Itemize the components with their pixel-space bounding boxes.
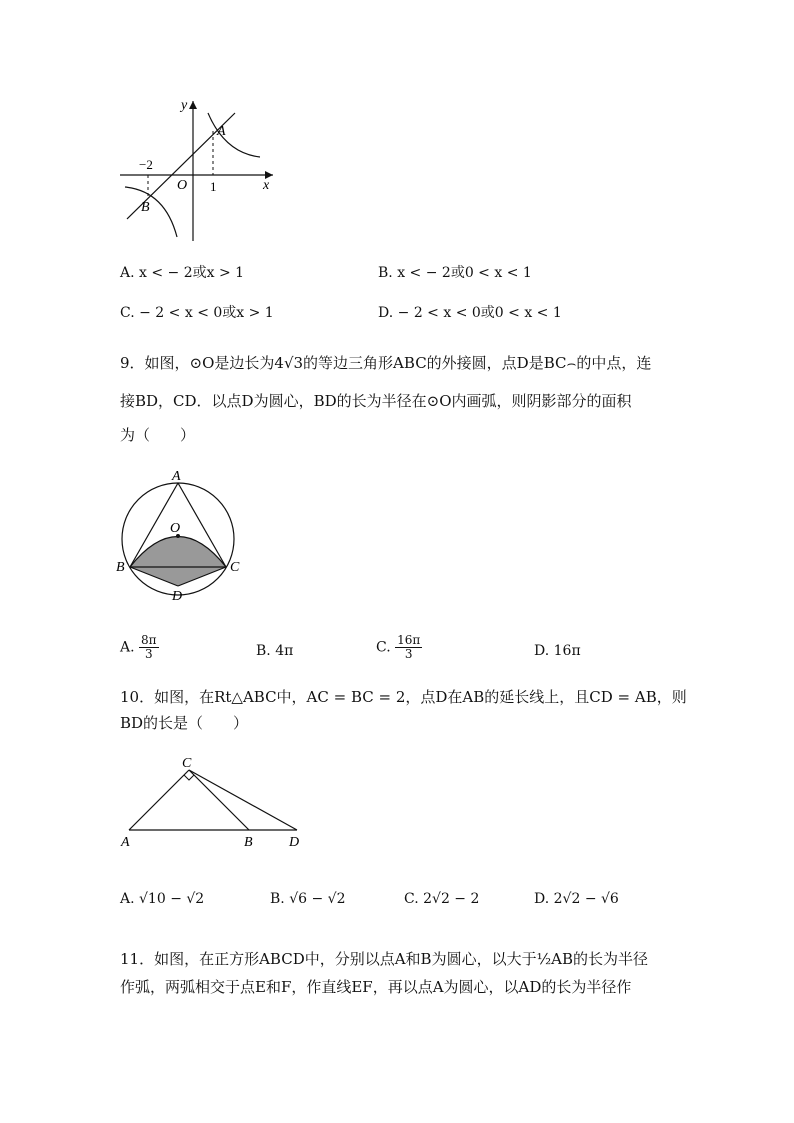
circle-label-c: C [230, 560, 240, 575]
q9-line-3: 为（ ） [120, 426, 196, 444]
circle-label-o: O [170, 521, 181, 536]
q9-option-d[interactable]: D. 16π [534, 643, 581, 659]
q11-line-1: 11．如图，在正方形ABCD中，分别以点A和B为圆心，以大于½AB的长为半径 [120, 950, 648, 968]
triangle-label-a: A [121, 835, 130, 850]
q8-option-b[interactable]: B. x < − 2或0 < x < 1 [378, 265, 532, 281]
q9-option-a[interactable]: A. $\frac{8\pi}{3}$ [120, 633, 157, 661]
q11-line-2: 作弧，两弧相交于点E和F，作直线EF，再以点A为圆心，以AD的长为半径作 [120, 978, 632, 996]
q10-option-b[interactable]: B. √6 − √2 [270, 891, 346, 907]
circle-figure [112, 466, 252, 606]
graph-point-a: A [217, 124, 226, 139]
circle-label-d: D [172, 589, 183, 604]
triangle-label-d: D [289, 835, 300, 850]
graph-point-b: B [141, 200, 150, 215]
triangle-label-c: C [182, 756, 192, 771]
circle-label-b: B [116, 560, 125, 575]
circle-label-a: A [172, 469, 181, 484]
graph-tick-1: 1 [210, 179, 217, 194]
triangle-figure [115, 752, 315, 852]
q8-option-c[interactable]: C. − 2 < x < 0或x > 1 [120, 305, 274, 321]
q10-option-d[interactable]: D. 2√2 − √6 [534, 891, 619, 907]
q8-option-a[interactable]: A. x < − 2或x > 1 [120, 265, 245, 281]
q10-option-c[interactable]: C. 2√2 − 2 [404, 891, 480, 907]
q9-option-b[interactable]: B. 4π [256, 643, 294, 659]
graph-figure [115, 95, 280, 245]
q9-line-2: 接BD，CD．以点D为圆心，BD的长为半径在⊙O内画弧，则阴影部分的面积 [120, 392, 632, 410]
triangle-label-b: B [244, 835, 253, 850]
q10-option-a[interactable]: A. √10 − √2 [120, 891, 205, 907]
graph-y-label: y [181, 98, 188, 113]
graph-origin-label: O [177, 178, 188, 193]
q10-line-1: 10．如图，在Rt△ABC中，AC = BC = 2，点D在AB的延长线上，且CD = AB，则 [120, 688, 687, 706]
q9-option-c[interactable]: C. $\frac{16\pi}{3}$ [376, 633, 421, 661]
graph-x-label: x [263, 178, 270, 193]
q9-line-1: 9．如图，⊙O是边长为4√3的等边三角形ABC的外接圆，点D是BC⌢的中点，连 [120, 354, 652, 372]
q10-line-2: BD的长是（ ） [120, 714, 249, 732]
q8-option-d[interactable]: D. − 2 < x < 0或0 < x < 1 [378, 305, 562, 321]
graph-tick-neg2: −2 [139, 157, 153, 172]
